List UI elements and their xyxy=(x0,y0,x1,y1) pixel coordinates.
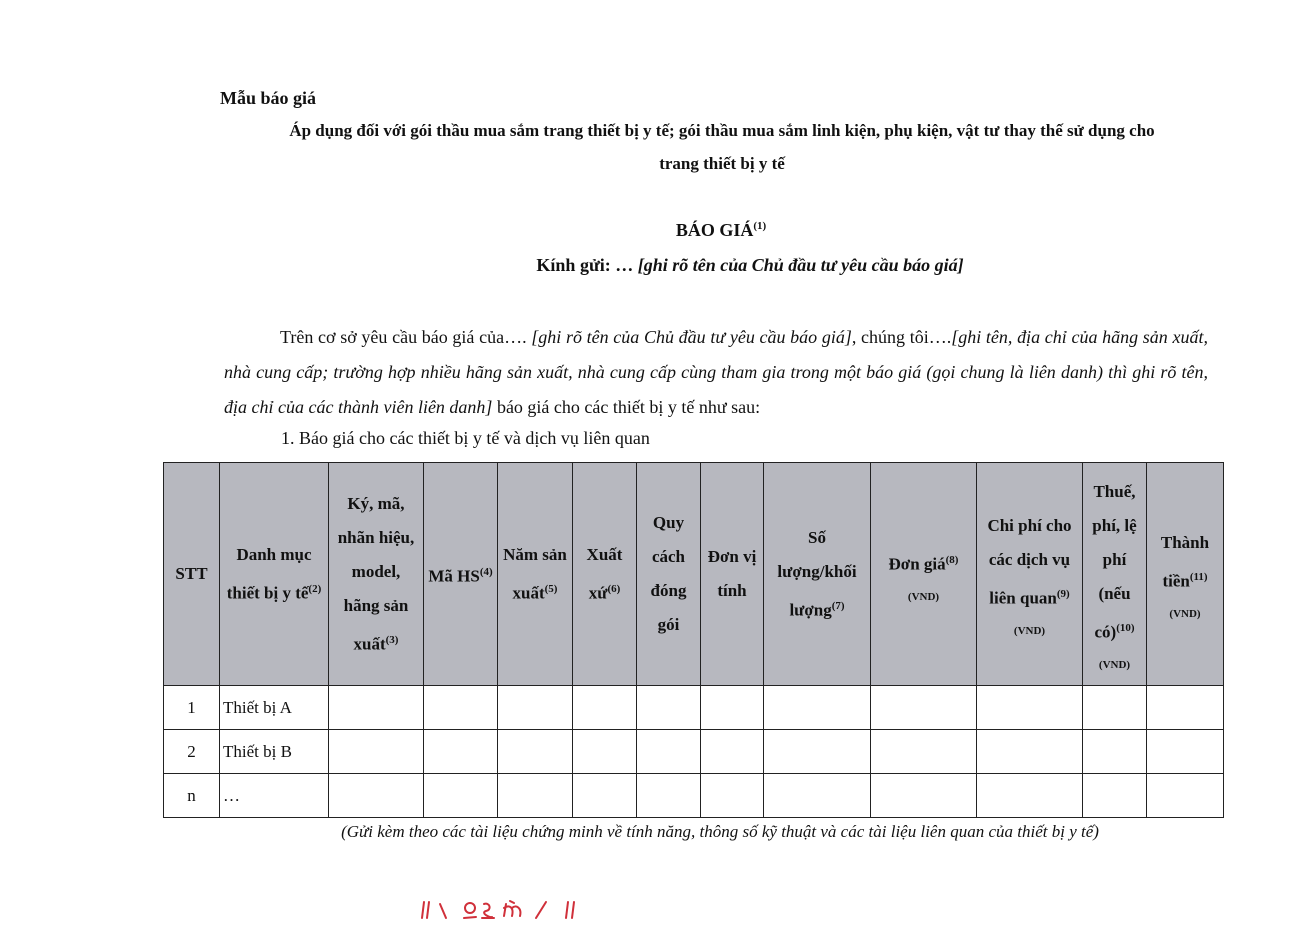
header-year: Năm sản xuất$^{(5)}$ xyxy=(498,463,573,686)
recipient-line xyxy=(0,255,1304,276)
empty-cell xyxy=(871,774,977,818)
title-footnote-ref: (1) xyxy=(753,220,767,232)
intro-part-c: , chúng tôi…. xyxy=(851,327,952,347)
attachment-note: (Gửi kèm theo các tài liệu chứng minh về tính năng, thông số kỹ thuật và các tài liệu liên quan của thiết bị y tế) xyxy=(341,822,1099,841)
intro-paragraph xyxy=(224,320,1208,425)
empty-cell xyxy=(871,686,977,730)
recipient-label: Kính gửi: … xyxy=(536,255,638,275)
empty-cell xyxy=(573,686,637,730)
empty-cell xyxy=(498,730,573,774)
table-header-row xyxy=(164,463,1224,686)
header-service-cost: Chi phí cho các dịch vụ liên quan$^{(9)}$ (VND) xyxy=(977,463,1083,686)
intro-part-a: Trên cơ sở yêu cầu báo giá của…. xyxy=(280,327,532,347)
row-item: Thiết bị A xyxy=(220,686,329,730)
empty-cell xyxy=(701,686,764,730)
header-packaging: Quy cách đóng gói xyxy=(637,463,701,686)
empty-cell xyxy=(1147,686,1224,730)
intro-part-d: [ghi tên, địa chỉ của hãng sản xuất, nhà cung cấp; trường hợp nhiều hãng sản xuất, nhà cung cấp cùng tham gia trong một báo giá (gọi chung là liên danh) thì ghi rõ tên, địa chỉ của các thành viên liên danh] xyxy=(224,327,1208,417)
empty-cell xyxy=(764,686,871,730)
document-title xyxy=(0,220,1304,241)
section-1-heading: 1. Báo giá cho các thiết bị y tế và dịch vụ liên quan xyxy=(281,428,650,448)
row-stt: n xyxy=(164,774,220,818)
empty-cell xyxy=(1083,730,1147,774)
empty-cell xyxy=(1147,730,1224,774)
empty-cell xyxy=(329,686,424,730)
header-stt: STT xyxy=(164,463,220,686)
scope-line-1: Áp dụng đối với gói thầu mua sắm trang thiết bị y tế; gói thầu mua sắm linh kiện, phụ kiện, vật tư thay thế sử dụng cho xyxy=(289,121,1155,140)
header-quantity: Số lượng/khối lượng$^{(7)}$ xyxy=(764,463,871,686)
intro-part-e: báo giá cho các thiết bị y tế như sau: xyxy=(492,397,761,417)
empty-cell xyxy=(637,774,701,818)
empty-cell xyxy=(764,774,871,818)
red-stamp-marks xyxy=(418,898,588,922)
empty-cell xyxy=(637,730,701,774)
table-row xyxy=(164,774,1224,818)
empty-cell xyxy=(498,774,573,818)
empty-cell xyxy=(573,774,637,818)
table-row xyxy=(164,730,1224,774)
empty-cell xyxy=(573,730,637,774)
header-hs-code: Mã HS$^{(4)}$ xyxy=(424,463,498,686)
header-tax: Thuế, phí, lệ phí (nếu có)$^{(10)}$ (VND) xyxy=(1083,463,1147,686)
recipient-placeholder: [ghi rõ tên của Chủ đầu tư yêu cầu báo giá] xyxy=(637,255,964,275)
empty-cell xyxy=(498,686,573,730)
empty-cell xyxy=(424,774,498,818)
quote-table xyxy=(163,462,1224,818)
row-stt: 1 xyxy=(164,686,220,730)
empty-cell xyxy=(977,730,1083,774)
row-item: … xyxy=(220,774,329,818)
row-item: Thiết bị B xyxy=(220,730,329,774)
header-model: Ký, mã, nhãn hiệu, model, hãng sản xuất$^{(3)}$ xyxy=(329,463,424,686)
header-unit-price: Đơn giá$^{(8)}$ (VND) xyxy=(871,463,977,686)
empty-cell xyxy=(977,686,1083,730)
empty-cell xyxy=(701,774,764,818)
empty-cell xyxy=(1147,774,1224,818)
empty-cell xyxy=(637,686,701,730)
empty-cell xyxy=(329,774,424,818)
empty-cell xyxy=(871,730,977,774)
header-total: Thành tiền$^{(11)}$ (VND) xyxy=(1147,463,1224,686)
empty-cell xyxy=(329,730,424,774)
empty-cell xyxy=(1083,686,1147,730)
intro-part-b: [ghi rõ tên của Chủ đầu tư yêu cầu báo giá] xyxy=(531,327,852,347)
empty-cell xyxy=(977,774,1083,818)
header-unit: Đơn vị tính xyxy=(701,463,764,686)
empty-cell xyxy=(701,730,764,774)
empty-cell xyxy=(424,730,498,774)
form-label: Mẫu báo giá xyxy=(220,88,317,108)
scope-line-2: trang thiết bị y tế xyxy=(659,154,785,173)
empty-cell xyxy=(424,686,498,730)
row-stt: 2 xyxy=(164,730,220,774)
header-origin: Xuất xứ$^{(6)}$ xyxy=(573,463,637,686)
table-row xyxy=(164,686,1224,730)
empty-cell xyxy=(1083,774,1147,818)
header-category: Danh mục thiết bị y tế$^{(2)}$ xyxy=(220,463,329,686)
title-text: BÁO GIÁ xyxy=(675,220,754,240)
empty-cell xyxy=(764,730,871,774)
